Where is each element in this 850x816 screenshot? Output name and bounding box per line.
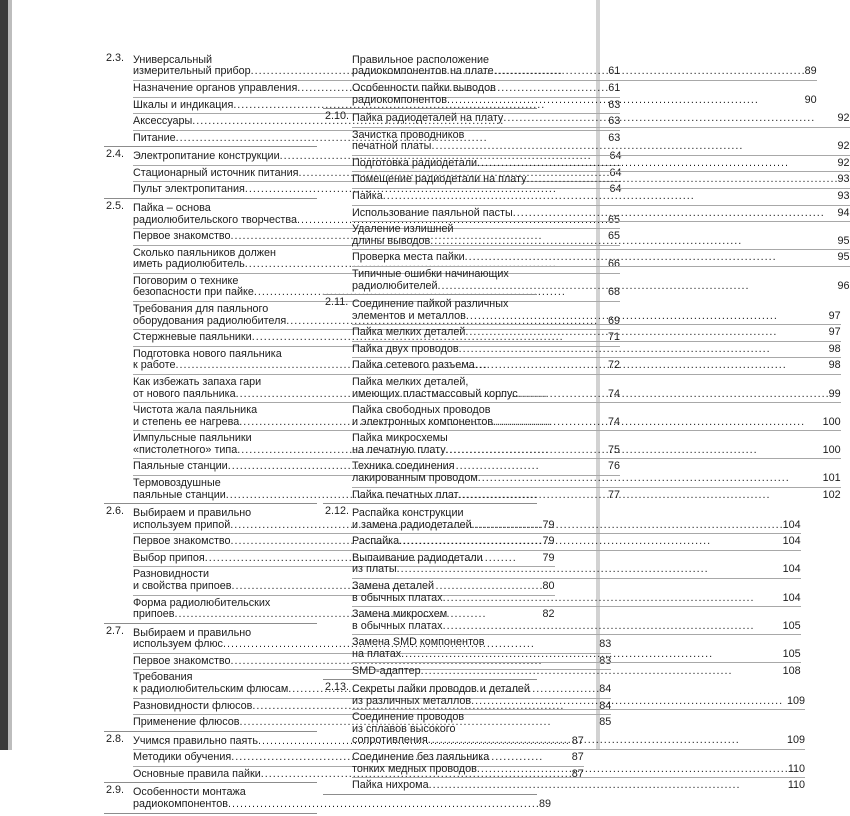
entry-last-line [352,473,841,485]
toc-entry [352,266,850,292]
entry-last-line [352,735,805,747]
dot-leader [428,735,786,747]
entry-last-line [352,281,850,293]
page-number: 87 [571,751,584,764]
entry-title-line: элементов и металлов [352,309,466,322]
entry-title-line: Пайка – основа [133,201,211,214]
section-number: 2.8. [106,732,125,745]
entry-title-line: Основные правила пайки [133,767,261,780]
dot-leader [475,360,828,372]
entry-title-line: из сплавов высокого [352,722,456,735]
section-entries [352,682,805,792]
entry-title-line: Первое знакомство [133,535,231,548]
entry-title-line: Требования [133,671,193,684]
page-number: 96 [837,279,850,292]
section-number: 2.6. [106,505,125,518]
page-number: 100 [822,443,841,456]
dot-leader [443,621,782,633]
page-number: 93 [837,190,850,203]
page-number: 98 [828,359,841,372]
entry-last-line [352,520,801,532]
entry-title-line: Назначение органов управления [133,82,298,95]
entry-last-line [352,490,841,502]
toc-entry [352,662,801,677]
section-entries [352,297,841,501]
entry-title-line: Зачистка проводников [352,128,465,141]
entry-title-line: к радиолюбительским флюсам [133,683,289,696]
entry-last-line [352,174,850,186]
entry-title-line: Стержневые паяльники [133,331,252,344]
entry-title-line: сопротивления [352,734,428,747]
toc-entry [352,606,801,632]
entry-last-line [352,252,850,264]
dot-leader [503,113,836,125]
entry-title-line: Выбираем и правильно [133,626,252,639]
entry-title-line: оборудования радиолюбителя [133,314,287,327]
toc-entry [352,533,801,548]
entry-last-line [352,445,841,457]
page-number: 63 [608,98,621,111]
page-number: 90 [804,93,817,106]
entry-title-line: Аксессуары [133,115,193,128]
entry-title-line: Применение флюсов [133,716,240,729]
entry-title-line: Стационарный источник питания [133,166,299,179]
entry-title-line: Шкалы и индикация [133,98,234,111]
toc-entry [352,155,850,170]
toc-entry [352,508,801,531]
scan-edge-shadow [0,0,8,750]
dot-leader [459,344,828,356]
toc-entry [352,777,805,792]
toc-entry [352,205,850,220]
entry-title-line: Первое знакомство [133,654,231,667]
entry-last-line [352,66,817,78]
page-number: 105 [782,647,801,660]
page-number: 79 [542,551,555,564]
section-number: 2.10. [325,110,350,123]
dot-leader [465,327,827,339]
entry-title-line: Поговорим о технике [133,274,239,287]
page-number: 101 [822,472,841,485]
entry-title-line: «пистолетного» типа [133,443,238,456]
entry-title-line: Пульт электропитания [133,183,245,196]
page-number: 65 [607,230,620,243]
page-number: 104 [782,518,801,531]
dot-leader [478,473,822,485]
entry-title-line: SMD-адаптер [352,664,421,677]
dot-leader [447,95,804,107]
dot-leader [466,311,828,323]
section-entries [352,53,817,106]
entry-title-line: Замена микросхем [352,608,448,621]
entry-title-line: Требования для паяльного [133,303,269,316]
entry-last-line [352,417,841,429]
entry-title-line: из платы [352,563,397,576]
section-number: 2.5. [106,200,125,213]
page-number: 71 [607,331,620,344]
entry-title-line: длины выводов [352,234,431,247]
dot-leader [477,158,836,170]
toc-entry [352,458,841,484]
page-number: 92 [837,156,850,169]
entry-title-line: в обычных платах [352,619,443,632]
entry-title-line: Термовоздушные [133,477,221,490]
page-number: 109 [787,694,806,707]
dot-leader [494,66,804,78]
dot-leader [429,780,787,792]
entry-last-line [352,191,850,203]
section-entries [352,111,850,292]
dot-leader [513,208,837,220]
section-number: 2.12. [325,505,350,518]
entry-title-line: Соединение без паяльника [352,750,490,763]
entry-last-line [352,95,817,107]
dot-leader [443,593,782,605]
entry-title-line: Соединение проводов [352,711,465,724]
entry-title-line: Секреты пайки проводов и деталей [352,683,530,696]
entry-title-line: радиолюбительского творчества [133,213,297,226]
page-number: 93 [837,173,850,186]
toc-entry [352,324,841,339]
entry-last-line [352,389,841,401]
toc-entry [352,188,850,203]
toc-entry [352,55,817,78]
toc-entry [352,578,801,604]
scan-edge-highlight [8,0,12,750]
entry-title-line: припоев [133,608,175,621]
entry-title-line: радиокомпонентов [352,93,447,106]
entry-last-line [352,360,841,372]
entry-title-line: Электропитание конструкции [133,150,280,163]
entry-title-line: Выбор припоя [133,551,205,564]
page-number: 79 [542,518,555,531]
entry-title-line: Пайка радиодеталей на плату [352,112,504,125]
page-number: 109 [787,734,806,747]
toc-entry [352,171,850,186]
entry-title-line: Первое знакомство [133,230,231,243]
entry-title-line: Пайка мелких деталей, [352,375,469,388]
entry-title-line: Удаление излишней [352,223,454,236]
page-number: 104 [782,563,801,576]
entry-title-line: паяльные станции [133,488,226,501]
page-number: 89 [538,797,551,810]
entry-title-line: Замена SMD компонентов [352,636,485,649]
entry-title-line: печатной платы [352,140,432,153]
section-number: 2.4. [106,148,125,161]
entry-last-line [352,141,850,153]
entry-title-line: и электронных компонентов [352,415,494,428]
page-number: 69 [607,314,620,327]
entry-title-line: Пайка свободных проводов [352,404,491,417]
toc-entry [352,374,841,400]
entry-last-line [352,344,841,356]
toc-entry [352,299,841,322]
dot-leader [431,141,836,153]
entry-title-line: Выбираем и правильно [133,507,252,520]
entry-title-line: Распайка конструкции [352,507,464,520]
entry-title-line: Техника соединения [352,460,455,473]
toc-entry [352,550,801,576]
entry-title-line: радиолюбителей [352,279,438,292]
entry-title-line: из различных металлов [352,694,472,707]
section-number: 2.9. [106,784,125,797]
toc-entry [352,341,841,356]
entry-title-line: Подготовка радиодетали [352,156,478,169]
section-number: 2.13. [325,681,350,694]
page-number: 94 [837,206,850,219]
entry-title-line: Пайка нихрома [352,779,429,792]
dot-leader [527,174,837,186]
entry-title-line: Паяльные станции [133,460,228,473]
page-number: 92 [837,140,850,153]
page-number: 84 [599,683,612,696]
page-number: 63 [608,131,621,144]
entry-title-line: используем припой [133,518,231,531]
entry-title-line: Особенности пайки выводов [352,82,496,95]
dot-leader [459,490,822,502]
page-number: 105 [782,619,801,632]
entry-title-line: Универсальный [133,53,213,66]
page-number: 108 [782,664,801,677]
entry-last-line [352,536,801,548]
entry-title-line: Форма радиолюбительских [133,596,271,609]
entry-title-line: Соединение пайкой различных [352,298,509,311]
entry-last-line [352,621,801,633]
toc-entry [352,749,805,775]
page-number: 61 [608,82,621,95]
dot-leader [401,649,781,661]
entry-title-line: лакированным проводом [352,472,478,485]
entry-title-line: Использование паяльной пасты [352,206,513,219]
dot-leader [399,536,781,548]
page-number: 110 [787,779,806,792]
entry-title-line: имеющих пластмассовый корпус [352,387,518,400]
entry-last-line [352,158,850,170]
dot-leader [472,520,782,532]
page-number: 87 [571,734,584,747]
dot-leader [421,666,782,678]
entry-title-line: Разновидности флюсов [133,699,253,712]
page-number: 76 [607,460,620,473]
entry-title-line: Учимся правильно паять [133,734,258,747]
dot-leader [383,191,837,203]
toc-entry [352,249,850,264]
entry-title-line: и свойства припоев [133,580,232,593]
entry-title-line: и замена радиодеталей [352,518,472,531]
page-number: 74 [607,387,620,400]
page-number: 74 [607,415,620,428]
entry-title-line: Типичные ошибки начинающих [352,267,509,280]
dot-leader [518,389,828,401]
entry-last-line [352,113,850,125]
dot-leader [477,764,787,776]
entry-last-line [352,311,841,323]
entry-title-line: Замена деталей [352,580,435,593]
page-number: 92 [837,112,850,125]
entry-title-line: безопасности при пайке [133,286,254,299]
entry-title-line: Распайка [352,535,400,548]
entry-title-line: используем флюс [133,638,223,651]
page-number: 77 [607,488,620,501]
entry-last-line [352,564,801,576]
dot-leader [446,445,822,457]
entry-title-line: Импульсные паяльники [133,432,252,445]
dot-leader [438,281,837,293]
entry-title-line: Пайка двух проводов [352,342,459,355]
section-number: 2.11. [325,296,349,309]
page-number: 68 [607,286,620,299]
toc-entry [352,684,805,707]
toc-entry [352,113,850,125]
page-number: 80 [542,580,555,593]
section-number: 2.7. [106,624,125,637]
entry-title-line: Питание [133,131,176,144]
page-number: 104 [782,591,801,604]
dot-leader [465,252,837,264]
entry-title-line: Проверка места пайки [352,251,465,264]
section-number: 2.3. [106,52,125,64]
entry-title-line: в обычных платах [352,591,443,604]
entry-title-line: Пайка микросхемы [352,432,448,445]
page-number: 83 [599,654,612,667]
entry-title-line: Подготовка нового паяльника [133,347,282,360]
entry-title-line: радиокомпонентов на плате [352,65,494,78]
entry-last-line [352,780,805,792]
entry-last-line [352,666,801,678]
page-number: 99 [828,387,841,400]
entry-title-line: радиокомпонентов [133,797,228,810]
entry-last-line [352,208,850,220]
page-number: 64 [609,183,622,196]
page-number: 110 [787,762,806,775]
entry-title-line: Разновидности [133,568,210,581]
entry-title-line: иметь радиолюбитель [133,258,245,271]
entry-title-line: Выпаивание радиодетали [352,551,483,564]
toc-entry [352,634,801,660]
entry-title-line: тонких медных проводов [352,762,477,775]
dot-leader [493,417,821,429]
entry-title-line: Правильное расположение [352,53,489,66]
entry-title-line: Как избежать запаха гари [133,375,262,388]
entry-title-line: Сколько паяльников должен [133,246,276,259]
toc-entry [352,709,805,747]
entry-last-line [352,696,805,708]
entry-title-line: измерительный прибор [133,65,251,78]
page-number: 61 [608,65,621,78]
entry-last-line [133,799,551,811]
page-number: 64 [609,150,622,163]
page-number: 95 [837,234,850,247]
page-number: 72 [607,359,620,372]
section-entries [352,506,801,677]
page-number: 89 [804,65,817,78]
page-number: 104 [782,535,801,548]
entry-title-line: от нового паяльника [133,387,236,400]
page-number: 82 [542,608,555,621]
entry-last-line [352,649,801,661]
page-number: 97 [828,326,841,339]
entry-title-line: Пайка сетевого разъема [352,359,475,372]
page-number: 87 [571,767,584,780]
toc-entry [352,357,841,372]
dot-leader [471,696,786,708]
entry-last-line [352,327,841,339]
entry-title-line: на печатную плату [352,443,446,456]
page-number: 97 [828,309,841,322]
entry-title-line: Пайка печатных плат [352,488,459,501]
entry-last-line [352,764,805,776]
toc-entry [352,430,841,456]
entry-title-line: к работе [133,359,176,372]
entry-last-line [352,593,801,605]
entry-title-line: Пайка [352,190,383,203]
page-number: 83 [599,638,612,651]
page-number: 85 [599,716,612,729]
toc-entry [352,127,850,153]
page-number: 95 [837,251,850,264]
page-number: 65 [607,213,620,226]
dot-leader [228,799,538,811]
entry-title-line: Методики обучения [133,751,232,764]
dot-leader [397,564,782,576]
entry-title-line: Чистота жала паяльника [133,404,258,417]
page-number: 100 [822,415,841,428]
page-number: 102 [822,488,841,501]
entry-title-line: и степень ее нагрева [133,415,240,428]
page-number: 84 [599,699,612,712]
page-number: 64 [609,166,622,179]
page-number: 79 [542,535,555,548]
page-number: 98 [828,342,841,355]
toc-entry [352,402,841,428]
section-number [323,53,352,106]
page-number: 66 [607,258,620,271]
toc-entry [352,80,817,106]
page-number: 75 [607,443,620,456]
entry-title-line: Особенности монтажа [133,786,246,799]
entry-title-line: Помещение радиодетали на плату [352,173,527,186]
entry-title-line: Пайка мелких деталей [352,326,466,339]
entry-title-line: на платах [352,647,402,660]
dot-leader [430,236,836,248]
entry-last-line [352,236,850,248]
toc-entry [352,487,841,502]
toc-entry [352,221,850,247]
page-number: 63 [608,115,621,128]
